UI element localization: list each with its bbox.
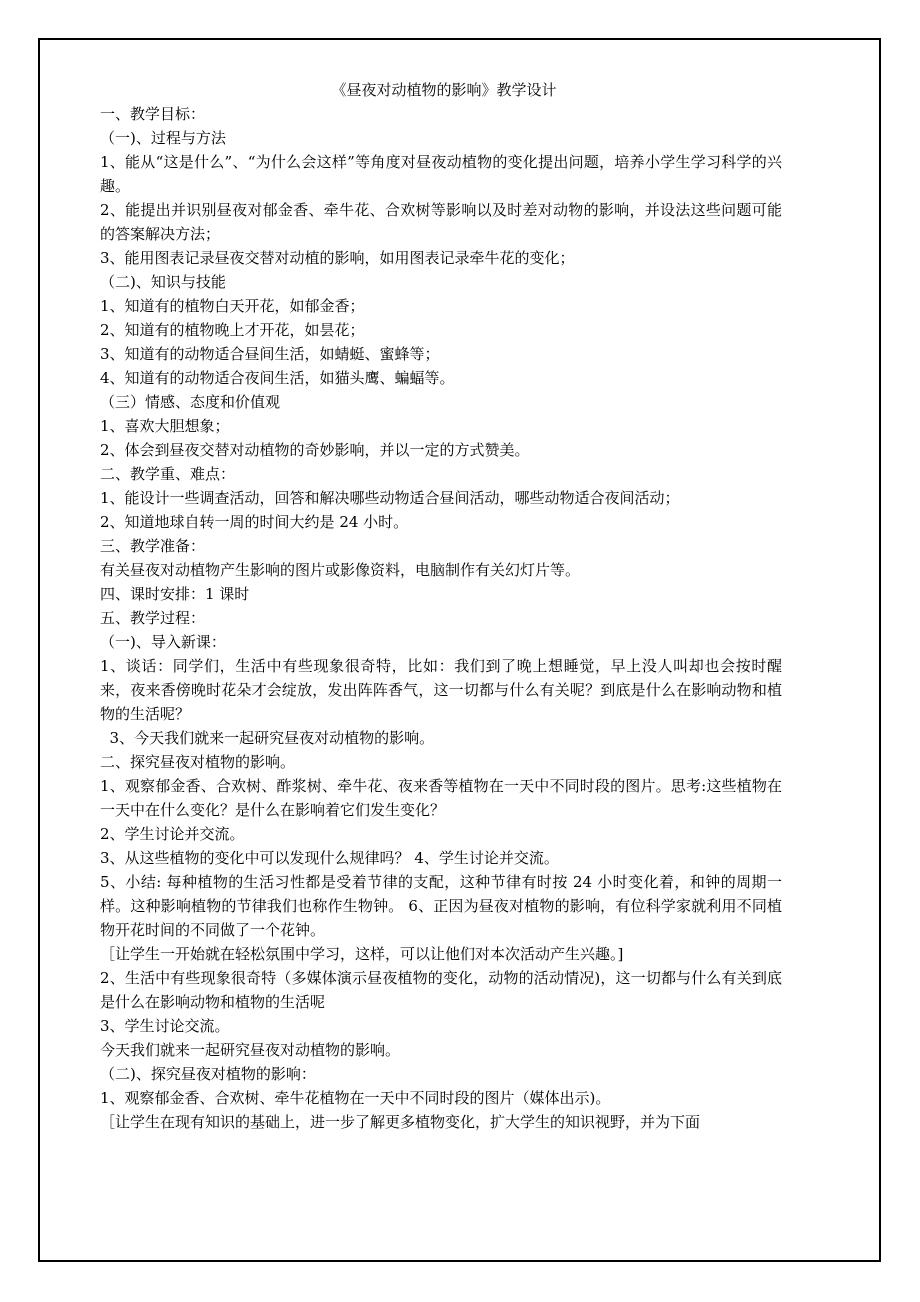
section-heading-key-points: 二、教学重、难点： — [100, 465, 236, 483]
subheading-explore-plants: （二)、探究昼夜对植物的影响： — [100, 1065, 316, 1083]
paragraph: 5、小结: 每种植物的生活习性都是受着节律的支配，这种节律有时按 24 小时变化着，和钟的周期一样。这种影响植物的节律我们也称作生物钟。 6、正因为昼夜对植物的影响，有位科学家就利用不同植物开花时间的不同做了一个花钟。 — [100, 873, 782, 939]
paragraph: 2、体会到昼夜交替对动植物的奇妙影响，并以一定的方式赞美。 — [100, 441, 530, 459]
paragraph: 1、能设计一些调查活动，回答和解决哪些动物适合昼间活动，哪些动物适合夜间活动； — [100, 489, 680, 507]
paragraph: 今天我们就来一起研究昼夜对动植物的影响。 — [100, 1041, 401, 1059]
subheading-knowledge-skills: （二)、知识与技能 — [100, 273, 226, 291]
paragraph: 2、知道地球自转一周的时间大约是 24 小时。 — [100, 513, 409, 531]
note-paragraph: ［让学生一开始就在轻松氛围中学习，这样，可以让他们对本次活动产生兴趣。] — [100, 945, 624, 963]
subheading-introduction: （一)、导入新课： — [100, 633, 226, 651]
section-heading-schedule: 四、课时安排：1 课时 — [100, 585, 250, 603]
paragraph: 1、谈话：同学们，生活中有些现象很奇特，比如：我们到了晚上想睡觉，早上没人叫却也会按时醒来，夜来香傍晚时花朵才会绽放，发出阵阵香气，这一切都与什么有关呢？到底是什么在影响动物和植物的生活呢？ — [100, 657, 782, 723]
paragraph: 1、喜欢大胆想象； — [100, 417, 230, 435]
note-paragraph: ［让学生在现有知识的基础上，进一步了解更多植物变化，扩大学生的知识视野，并为下面 — [100, 1113, 701, 1131]
paragraph: 1、能从“这是什么”、“为什么会这样”等角度对昼夜动植物的变化提出问题，培养小学生学习科学的兴趣。 — [100, 153, 782, 195]
paragraph: 有关昼夜对动植物产生影响的图片或影像资料，电脑制作有关幻灯片等。 — [100, 561, 581, 579]
paragraph: 2、学生讨论并交流。 — [100, 825, 245, 843]
paragraph: 1、观察郁金香、合欢树、酢浆树、牵牛花、夜来香等植物在一天中不同时段的图片。思考:这些植物在一天中在什么变化？是什么在影响着它们发生变化？ — [100, 777, 782, 819]
section-heading-explore: 二、探究昼夜对植物的影响。 — [100, 753, 296, 771]
paragraph: 2、生活中有些现象很奇特（多媒体演示昼夜植物的变化，动物的活动情况)，这一切都与什么有关到底是什么在影响动物和植物的生活呢 — [100, 969, 782, 1011]
subheading-process-methods: （一)、过程与方法 — [100, 129, 226, 147]
section-heading-objectives: 一、教学目标： — [100, 105, 206, 123]
section-heading-process: 五、教学过程： — [100, 609, 206, 627]
paragraph: 2、能提出并识别昼夜对郁金香、牵牛花、合欢树等影响以及时差对动物的影响，并设法这些问题可能的答案解决方法； — [100, 201, 782, 243]
paragraph: 3、从这些植物的变化中可以发现什么规律吗？ 4、学生讨论并交流。 — [100, 849, 559, 867]
document-title: 《昼夜对动植物的影响》教学设计 — [331, 81, 557, 99]
document-body — [100, 78, 782, 1134]
paragraph: 3、学生讨论交流。 — [100, 1017, 230, 1035]
paragraph: 1、观察郁金香、合欢树、牵牛花植物在一天中不同时段的图片（媒体出示)。 — [100, 1089, 611, 1107]
paragraph: 3、能用图表记录昼夜交替对动植的影响，如用图表记录牵牛花的变化； — [100, 249, 575, 267]
subheading-emotion-values: （三）情感、态度和价值观 — [100, 393, 281, 411]
paragraph: 1、知道有的植物白天开花，如郁金香； — [100, 297, 365, 315]
paragraph: 3、知道有的动物适合昼间生活，如蜻蜓、蜜蜂等； — [100, 345, 440, 363]
paragraph: 2、知道有的植物晚上才开花，如昙花； — [100, 321, 365, 339]
paragraph: 4、知道有的动物适合夜间生活，如猫头鹰、蝙蝠等。 — [100, 369, 455, 387]
section-heading-preparation: 三、教学准备： — [100, 537, 206, 555]
paragraph: 3、今天我们就来一起研究昼夜对动植物的影响。 — [100, 729, 435, 747]
